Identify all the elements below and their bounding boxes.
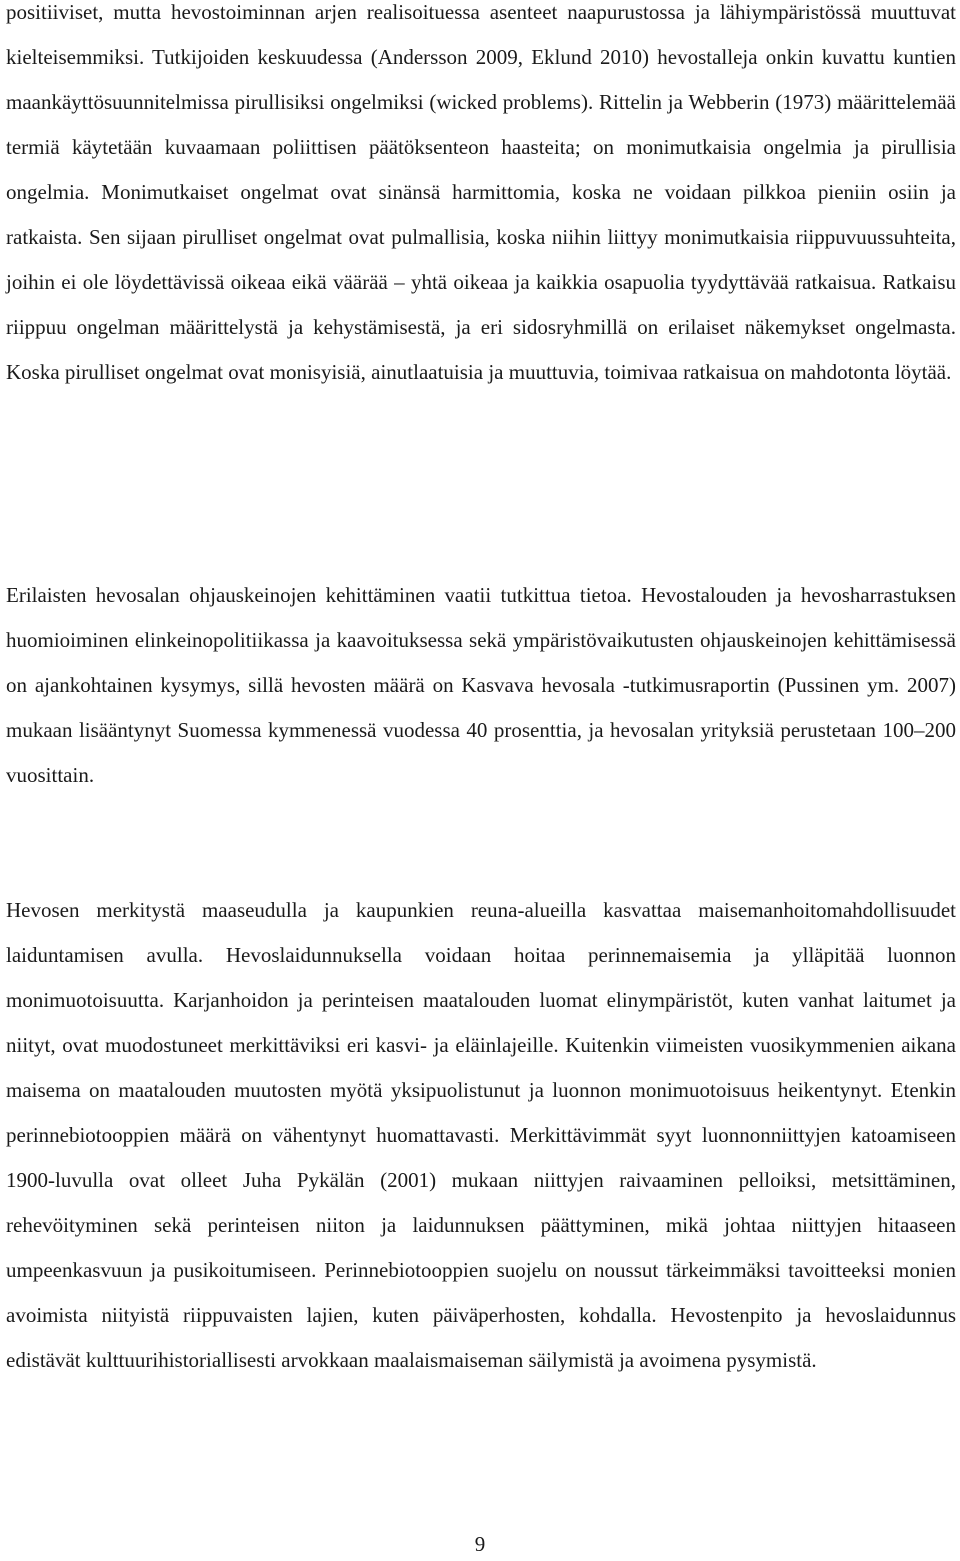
paragraph-wicked-problems: positiiviset, mutta hevostoiminnan arjen realisoituessa asenteet naapurustossa ja lähiympäristössä muuttuvat kielteisemmiksi. Tutkijoiden keskuudessa (Andersson 2009, Eklund 2010) hevostalleja onkin kuvattu kuntien maankäyttösuunnitelmissa pirullisiksi ongelmiksi (wicked problems). Rittelin ja Webberin (1973) määrittelemää termiä käytetään kuvaamaan poliittisen päätöksenteon haasteita; on monimutkaisia ongelmia ja pirullisia ongelmia. Monimutkaiset ongelmat ovat sinänsä harmittomia, koska ne voidaan pilkkoa pieniin osiin ja ratkaista. Sen sijaan pirulliset ongelmat ovat pulmallisia, koska niihin liittyy monimutkaisia riippuvuussuhteita, joihin ei ole löydettävissä oikeaa eikä väärää – yhtä oikeaa ja kaikkia osapuolia tyydyttävää ratkaisua. Ratkaisu riippuu ongelman määrittelystä ja kehystämisestä, ja eri sidosryhmillä on erilaiset näkemykset ongelmasta. Koska pirulliset ongelmat ovat monisyisiä, ainutlaatuisia ja muuttuvia, toimivaa ratkaisua on mahdotonta löytää. [6,0,956,384]
paragraph-steering-methods: Erilaisten hevosalan ohjauskeinojen kehittäminen vaatii tutkittua tietoa. Hevostalouden ja hevosharrastuksen huomioiminen elinkeinopolitiikassa ja kaavoituksessa sekä ympäristövaikutusten ohjauskeinojen kehittämisessä on ajankohtainen kysymys, sillä hevosten määrä on Kasvava hevosala -tutkimusraportin (Pussinen ym. 2007) mukaan lisääntynyt Suomessa kymmenessä vuodessa 40 prosenttia, ja hevosalan yrityksiä perustetaan 100–200 vuosittain. [6,583,956,787]
page-number: 9 [474,1532,486,1556]
paragraph-landscape-management: Hevosen merkitystä maaseudulla ja kaupunkien reuna-alueilla kasvattaa maisemanhoitomahdollisuudet laiduntamisen avulla. Hevoslaidunnuksella voidaan hoitaa perinnemaisemia ja ylläpitää luonnon monimuotoisuutta. Karjanhoidon ja perinteisen maatalouden luomat elinympäristöt, kuten vanhat laitumet ja niityt, ovat muodostuneet merkittäviksi eri kasvi- ja eläinlajeille. Kuitenkin viimeisten vuosikymmenien aikana maisema on maatalouden muutosten myötä yksipuolistunut ja luonnon monimuotoisuus heikentynyt. Etenkin perinnebiotooppien määrä on vähentynyt huomattavasti. Merkittävimmät syyt luonnonniittyjen katoamiseen 1900-luvulla ovat olleet Juha Pykälän (2001) mukaan niittyjen raivaaminen pelloiksi, metsittäminen, rehevöityminen sekä perinteisen niiton ja laidunnuksen päättyminen, mikä johtaa niittyjen hitaaseen umpeenkasvuun ja pusikoitumiseen. Perinnebiotooppien suojelu on noussut tärkeimmäksi tavoitteeksi monien avoimista niityistä riippuvaisten lajien, kuten päiväperhosten, kohdalla. Hevostenpito ja hevoslaidunnus edistävät kulttuurihistoriallisesti arvokkaan maalaismaiseman säilymistä ja avoimena pysymistä. [6,898,956,1372]
